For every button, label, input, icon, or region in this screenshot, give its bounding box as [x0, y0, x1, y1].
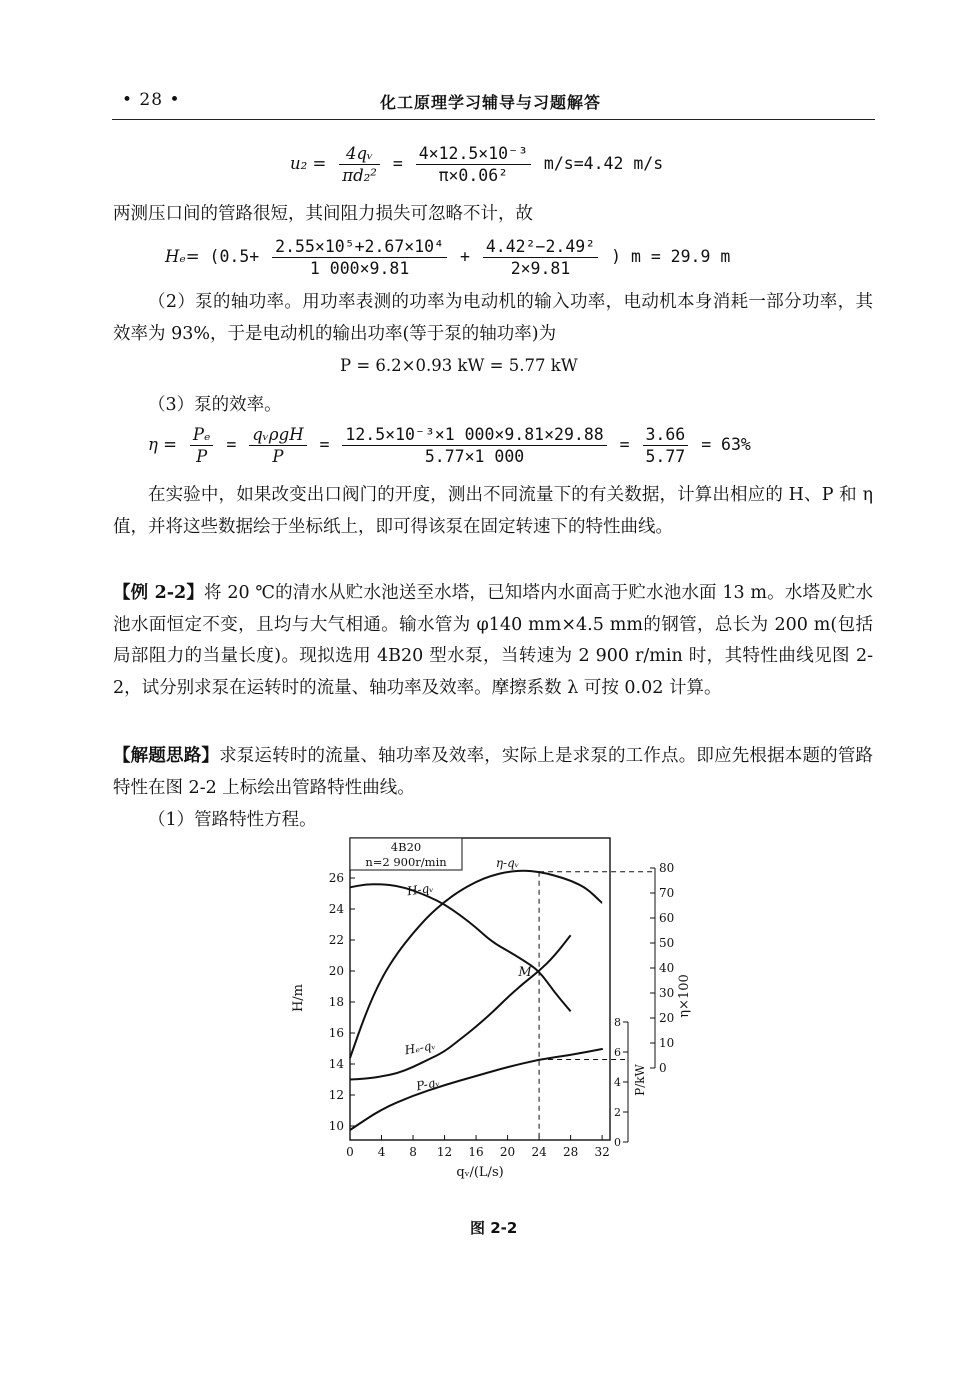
- solution-label: 【解题思路】: [113, 746, 220, 766]
- h-tick-label: 18: [328, 995, 344, 1009]
- solution-text: 求泵运转时的流量、轴功率及效率，实际上是求泵的工作点。即应先根据本题的管路特性在图 2-2 上标绘出管路特性曲线。: [113, 746, 874, 798]
- eq-u2-lhs: u₂ =: [290, 154, 327, 173]
- eq-He-frac1: $\frac{\text{2.55×10⁵+2.67×10⁴}}{1 000\times 9.81}$: [272, 236, 447, 279]
- h-tick-label: 12: [328, 1088, 344, 1102]
- x-tick-label: 28: [562, 1145, 579, 1159]
- example-label: 【例 2-2】: [113, 583, 205, 603]
- eta-tick-label: 0: [659, 1061, 667, 1075]
- p-tick-label: 4: [614, 1076, 621, 1089]
- eq-u2-result: m/s=4.42 m/s: [543, 154, 664, 173]
- eta-tick-label: 70: [659, 886, 675, 900]
- series-label-3: P-qᵥ: [414, 1074, 441, 1094]
- header-rule: [112, 119, 875, 120]
- series-line-2: [350, 871, 602, 1058]
- h-tick-label: 22: [328, 933, 344, 947]
- eta-axis-label: η×100: [677, 974, 692, 1018]
- series-label-2: η-qᵥ: [495, 855, 520, 870]
- eq-eta-lhs: η =: [148, 435, 177, 454]
- paragraph-1: 两测压口间的管路很短，其间阻力损失可忽略不计，故: [113, 204, 533, 224]
- h-tick-label: 10: [328, 1119, 344, 1133]
- example-2-2: [113, 578, 873, 704]
- eta-tick-label: 80: [659, 861, 675, 875]
- eq-eta-equals-2: =: [319, 435, 330, 454]
- page-number: • 28 •: [122, 90, 181, 110]
- figure-2-2: [280, 830, 700, 1200]
- p-tick-label: 8: [614, 1016, 621, 1029]
- eq-eta-equals-1: =: [226, 435, 237, 454]
- solution-idea: [113, 741, 873, 804]
- eq-eta-equals-3: =: [619, 435, 630, 454]
- figure-caption: 图 2-2: [470, 1219, 518, 1237]
- x-tick-label: 8: [409, 1145, 417, 1159]
- equation-He: [165, 236, 730, 279]
- series-label-0: H-qᵥ: [406, 880, 435, 899]
- h-tick-label: 14: [328, 1057, 344, 1071]
- h-tick-label: 24: [328, 902, 344, 916]
- series-line-1: [350, 935, 571, 1079]
- series-label-1: Hₑ-qᵥ: [403, 1038, 437, 1058]
- equation-u2: [290, 143, 663, 186]
- h-axis-label: H/m: [291, 983, 306, 1013]
- p-axis-label: P/kW: [633, 1064, 647, 1096]
- eq-eta-frac1: $\frac{\text{Pₑ}}{P}$: [190, 424, 214, 467]
- legend-model: 4B20: [390, 840, 422, 854]
- eta-tick-label: 20: [659, 1011, 675, 1025]
- eta-tick-label: 50: [659, 936, 675, 950]
- eta-tick-label: 60: [659, 911, 675, 925]
- p-tick-label: 2: [614, 1106, 621, 1119]
- x-tick-label: 16: [468, 1145, 484, 1159]
- eq-eta-frac2: $\frac{\text{qᵥρgH}}{P}$: [249, 424, 306, 467]
- eq-u2-frac1: $\frac{\text{4qᵥ}}{\text{πd₂²}}$: [339, 143, 380, 186]
- series-line-3: [350, 1049, 602, 1130]
- paragraph-2: （2）泵的轴功率。用功率表测的功率为电动机的输入功率，电动机本身消耗一部分功率，其效率为 93%，于是电动机的输出功率(等于泵的轴功率)为: [113, 292, 873, 344]
- eq-He-open: (0.5+: [209, 247, 260, 266]
- x-tick-label: 12: [436, 1145, 453, 1159]
- legend-speed: n=2 900r/min: [365, 855, 447, 869]
- running-title: 化工原理学习辅导与习题解答: [380, 93, 602, 112]
- paragraph-3: （3）泵的效率。: [148, 395, 282, 415]
- x-axis-label: qᵥ/(L/s): [456, 1165, 504, 1180]
- x-tick-label: 24: [531, 1145, 547, 1159]
- h-tick-label: 16: [328, 1026, 344, 1040]
- eta-tick-label: 30: [659, 986, 675, 1000]
- eta-tick-label: 40: [659, 961, 675, 975]
- h-tick-label: 26: [328, 871, 344, 885]
- x-tick-label: 32: [594, 1145, 610, 1159]
- paragraph-5: （1）管路特性方程。: [148, 810, 317, 830]
- x-tick-label: 0: [346, 1145, 354, 1159]
- page-header: [112, 86, 875, 116]
- equation-eta: [148, 424, 751, 467]
- plot-frame: [350, 838, 610, 1140]
- eq-u2-frac2: $\frac{\text{4×12.5×10⁻³}}{\text{π×0.06²}}$: [416, 143, 531, 186]
- eq-He-lhs: Hₑ=: [165, 247, 200, 266]
- paragraph-4: 在实验中，如果改变出口阀门的开度，测出不同流量下的有关数据，计算出相应的 H、P 和 η 值，并将这些数据绘于坐标纸上，即可得该泵在固定转速下的特性曲线。: [113, 485, 873, 537]
- h-tick-label: 20: [328, 964, 344, 978]
- pump-characteristic-chart: [280, 830, 700, 1200]
- eq-eta-frac4: $\frac{3.66}{5.77}$: [643, 424, 689, 467]
- p-tick-label: 0: [614, 1136, 621, 1149]
- eq-u2-equals: =: [392, 154, 403, 173]
- x-tick-label: 4: [377, 1145, 386, 1159]
- series-line-0: [350, 884, 571, 1011]
- eta-tick-label: 10: [659, 1036, 675, 1050]
- x-tick-label: 20: [499, 1145, 516, 1159]
- operating-point-label: M: [518, 965, 532, 980]
- eq-eta-result: = 63%: [701, 435, 751, 454]
- example-text: 将 20 ℃的清水从贮水池送至水塔，已知塔内水面高于贮水池水面 13 m。水塔及贮水池水面恒定不变，且均与大气相通。输水管为 φ140 mm×4.5 mm的钢管，总长为 200 m(包括局部阻力的当量长度)。现拟选用 4B20 型水泵，当转速为 2 900 r/min 时，其特性曲线见图 2-2，试分别求泵在运转时的流量、轴功率及效率。摩擦系数 λ 可按 0.02 计算。: [113, 583, 873, 698]
- equation-P: P = 6.2×0.93 kW = 5.77 kW: [340, 356, 578, 375]
- p-tick-label: 6: [614, 1046, 621, 1059]
- eq-He-frac2: $\frac{\text{4.42²−2.49²}}{2\times 9.81}$: [483, 236, 598, 279]
- eq-eta-frac3: $\frac{\text{12.5×10⁻³×1 000×9.81×29.88}}{5.77\times 1 000}$: [342, 424, 606, 467]
- eq-He-close: ) m = 29.9 m: [611, 247, 731, 266]
- eq-He-plus: +: [459, 247, 470, 266]
